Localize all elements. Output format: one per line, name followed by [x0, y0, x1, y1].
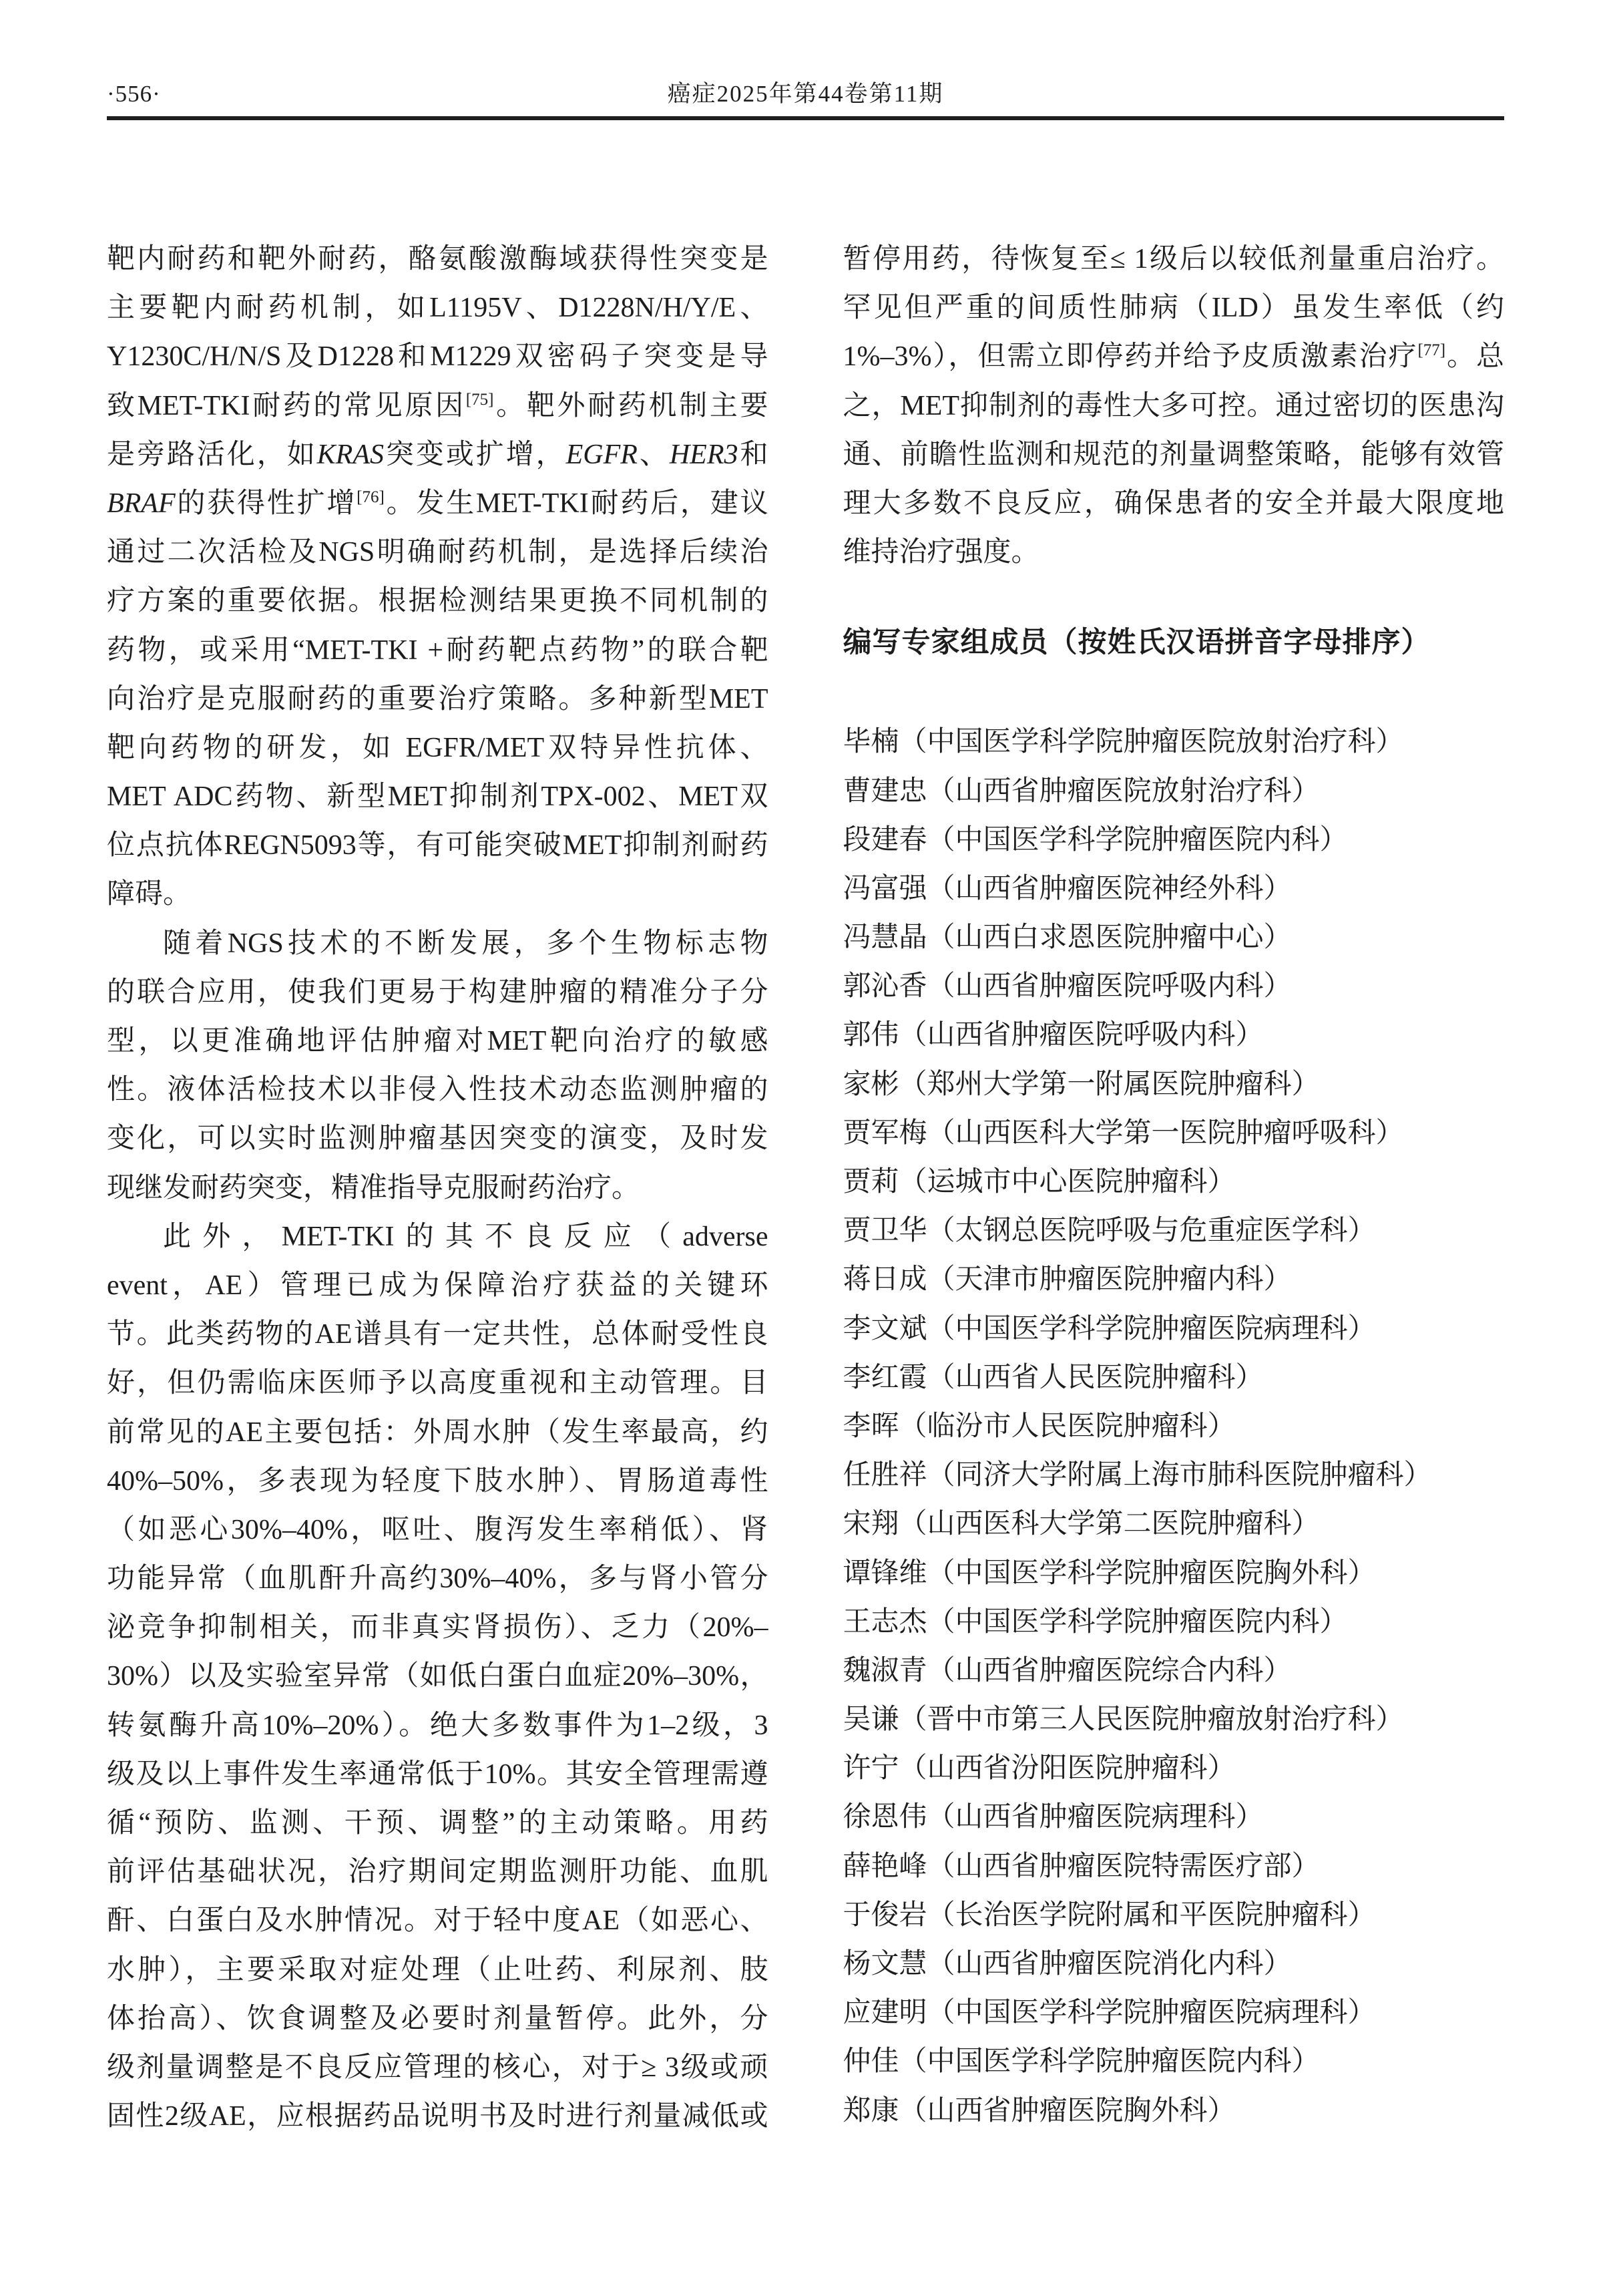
- text-line: 循“预防、监测、干预、调整”的主动策略。用药: [107, 1808, 768, 1839]
- expert-panel-name-list: [843, 718, 1505, 2135]
- text-line: 水肿），主要采取对症处理（止吐药、利尿剂、肢: [107, 1954, 768, 1985]
- text-line: 之，MET抑制剂的毒性大多可控。通过密切的医患沟: [843, 390, 1504, 421]
- text-line: 现继发耐药突变，精准指导克服耐药治疗。: [107, 1172, 640, 1203]
- text-line: 好，但仍需临床医师予以高度重视和主动管理。目: [107, 1368, 768, 1399]
- text-line: 级剂量调整是不良反应管理的核心，对于≥ 3级或顽: [107, 2052, 768, 2083]
- right-column: [843, 235, 1505, 2141]
- reference-marker: [76]: [357, 488, 385, 506]
- text-line: 变化，可以实时监测肿瘤基因突变的演变，及时发: [107, 1123, 768, 1155]
- text-line: 固性2级AE，应根据药品说明书及时进行剂量减低或: [107, 2101, 768, 2132]
- text-line: 前评估基础状况，治疗期间定期监测肝功能、血肌: [107, 1857, 768, 1888]
- text-line: 靶内耐药和靶外耐药，酪氨酸激酶域获得性突变是: [107, 244, 768, 274]
- expert-member-entry: 郭沁香（山西省肿瘤医院呼吸内科）: [843, 971, 1292, 1002]
- expert-member-entry: 谭锋维（中国医学科学院肿瘤医院胸外科）: [843, 1557, 1376, 1589]
- expert-member-entry: 段建春（中国医学科学院肿瘤医院内科）: [843, 824, 1348, 855]
- expert-member-entry: 蒋日成（天津市肿瘤医院肿瘤内科）: [843, 1264, 1292, 1296]
- text-line: MET ADC药物、新型MET抑制剂TPX-002、MET双: [107, 781, 768, 813]
- text-line: （如恶心30%–40%，呕吐、腹泻发生率稍低）、肾: [107, 1514, 768, 1545]
- expert-member-entry: 许宁（山西省汾阳医院肿瘤科）: [843, 1753, 1236, 1784]
- expert-panel-heading: 编写专家组成员（按姓氏汉语拼音字母排序）: [843, 626, 1431, 659]
- text-line: 体抬高）、饮食调整及必要时剂量暂停。此外，分: [107, 2003, 768, 2034]
- expert-member-entry: 家彬（郑州大学第一附属医院肿瘤科）: [843, 1069, 1320, 1100]
- text-line: 级及以上事件发生率通常低于10%。其安全管理需遵: [107, 1758, 768, 1790]
- gene-symbol: EGFR: [565, 439, 638, 470]
- text-line: 随着NGS技术的不断发展，多个生物标志物: [163, 928, 768, 959]
- text-line: 通过二次活检及NGS明确耐药机制，是选择后续治: [107, 537, 768, 568]
- text-line: event，AE）管理已成为保障治疗获益的关键环: [107, 1270, 768, 1301]
- text-line: 理大多数不良反应，确保患者的安全并最大限度地: [843, 488, 1504, 519]
- header-rule: [107, 116, 1504, 120]
- expert-member-entry: 仲佳（中国医学科学院肿瘤医院内科）: [843, 2046, 1320, 2078]
- text-line: 主要靶内耐药机制，如L1195V、D1228N/H/Y/E、: [107, 293, 768, 324]
- text-line: 30%）以及实验室异常（如低白蛋白血症20%–30%，: [107, 1661, 768, 1692]
- text-line: 前常见的AE主要包括：外周水肿（发生率最高，约: [107, 1416, 768, 1448]
- gene-symbol: HER3: [669, 439, 738, 470]
- text-line: 暂停用药，待恢复至≤ 1级后以较低剂量重启治疗。: [843, 244, 1504, 274]
- reference-marker: [75]: [465, 390, 494, 409]
- expert-member-entry: 任胜祥（同济大学附属上海市肺科医院肿瘤科）: [843, 1460, 1432, 1491]
- right-column-body: [843, 235, 1505, 577]
- text-line: 是旁路活化，如KRAS突变或扩增，EGFR、HER3和: [107, 439, 768, 470]
- two-column-body: [107, 235, 1504, 2141]
- expert-member-entry: 徐恩伟（山西省肿瘤医院病理科）: [843, 1802, 1264, 1833]
- text-line: 此外，MET-TKI的其不良反应（adverse: [163, 1221, 768, 1252]
- text-line: 1%–3%），但需立即停药并给予皮质激素治疗[77]。总: [843, 341, 1504, 373]
- expert-member-entry: 贾莉（运城市中心医院肿瘤科）: [843, 1167, 1236, 1197]
- text-line: 泌竞争抑制相关，而非真实肾损伤）、乏力（20%–: [107, 1612, 768, 1644]
- expert-member-entry: 薛艳峰（山西省肿瘤医院特需医疗部）: [843, 1851, 1320, 1882]
- text-line: 功能异常（血肌酐升高约30%–40%，多与肾小管分: [107, 1563, 768, 1595]
- expert-member-entry: 贾卫华（太钢总医院呼吸与危重症医学科）: [843, 1215, 1376, 1247]
- left-column: [107, 235, 768, 2141]
- gene-symbol: KRAS: [316, 439, 384, 470]
- text-line: 致MET-TKI耐药的常见原因[75]。靶外耐药机制主要: [107, 390, 768, 421]
- text-line: 转氨酶升高10%–20%）。绝大多数事件为1–2级，3: [107, 1710, 768, 1741]
- journal-issue-title: 癌症2025年第44卷第11期: [667, 81, 944, 107]
- text-line: Y1230C/H/N/S及D1228和M1229双密码子突变是导: [107, 341, 768, 373]
- expert-member-entry: 王志杰（中国医学科学院肿瘤医院内科）: [843, 1606, 1348, 1638]
- running-head: [107, 79, 1504, 110]
- expert-member-entry: 于俊岩（长治医学院附属和平医院肿瘤科）: [843, 1899, 1376, 1931]
- expert-member-entry: 冯富强（山西省肿瘤医院神经外科）: [843, 873, 1292, 904]
- expert-member-entry: 郑康（山西省肿瘤医院胸外科）: [843, 2095, 1236, 2126]
- text-line: 疗方案的重要依据。根据检测结果更换不同机制的: [107, 586, 768, 617]
- text-line: 的联合应用，使我们更易于构建肿瘤的精准分子分: [107, 976, 768, 1008]
- text-line: 性。液体活检技术以非侵入性技术动态监测肿瘤的: [107, 1075, 768, 1106]
- gene-symbol: BRAF: [107, 488, 176, 519]
- expert-member-entry: 杨文慧（山西省肿瘤医院消化内科）: [843, 1949, 1292, 1979]
- text-line: 向治疗是克服耐药的重要治疗策略。多种新型MET: [107, 683, 768, 715]
- expert-member-entry: 应建明（中国医学科学院肿瘤医院病理科）: [843, 1997, 1376, 2029]
- expert-member-entry: 李文斌（中国医学科学院肿瘤医院病理科）: [843, 1313, 1376, 1344]
- expert-member-entry: 魏淑青（山西省肿瘤医院综合内科）: [843, 1655, 1292, 1686]
- expert-member-entry: 曹建忠（山西省肿瘤医院放射治疗科）: [843, 775, 1320, 807]
- text-line: BRAF的获得性扩增[76]。发生MET-TKI耐药后，建议: [107, 488, 768, 519]
- text-line: 障碍。: [107, 879, 192, 910]
- expert-member-entry: 李红霞（山西省人民医院肿瘤科）: [843, 1362, 1264, 1393]
- text-line: 药物，或采用“MET-TKI +耐药靶点药物”的联合靶: [107, 634, 768, 666]
- expert-member-entry: 宋翔（山西医科大学第二医院肿瘤科）: [843, 1509, 1320, 1540]
- expert-member-entry: 冯慧晶（山西白求恩医院肿瘤中心）: [843, 922, 1292, 954]
- text-line: 位点抗体REGN5093等，有可能突破MET抑制剂耐药: [107, 830, 768, 862]
- expert-member-entry: 郭伟（山西省肿瘤医院呼吸内科）: [843, 1020, 1264, 1051]
- text-line: 维持治疗强度。: [843, 537, 1040, 568]
- text-line: 酐、白蛋白及水肿情况。对于轻中度AE（如恶心、: [107, 1905, 768, 1937]
- page-number: ·556·: [107, 81, 161, 107]
- text-line: 40%–50%，多表现为轻度下肢水肿）、胃肠道毒性: [107, 1465, 768, 1497]
- expert-member-entry: 吴谦（晋中市第三人民医院肿瘤放射治疗科）: [843, 1704, 1404, 1736]
- expert-member-entry: 李晖（临汾市人民医院肿瘤科）: [843, 1410, 1236, 1442]
- text-line: 节。此类药物的AE谱具有一定共性，总体耐受性良: [107, 1319, 768, 1350]
- expert-member-entry: 毕楠（中国医学科学院肿瘤医院放射治疗科）: [843, 727, 1404, 758]
- text-line: 型，以更准确地评估肿瘤对MET靶向治疗的敏感: [107, 1026, 768, 1057]
- text-line: 罕见但严重的间质性肺病（ILD）虽发生率低（约: [843, 293, 1504, 324]
- text-line: 靶向药物的研发，如 EGFR/MET双特异性抗体、: [107, 732, 768, 763]
- reference-marker: [77]: [1417, 341, 1446, 360]
- text-line: 通、前瞻性监测和规范的剂量调整策略，能够有效管: [843, 439, 1504, 470]
- expert-member-entry: 贾军梅（山西医科大学第一医院肿瘤呼吸科）: [843, 1117, 1404, 1149]
